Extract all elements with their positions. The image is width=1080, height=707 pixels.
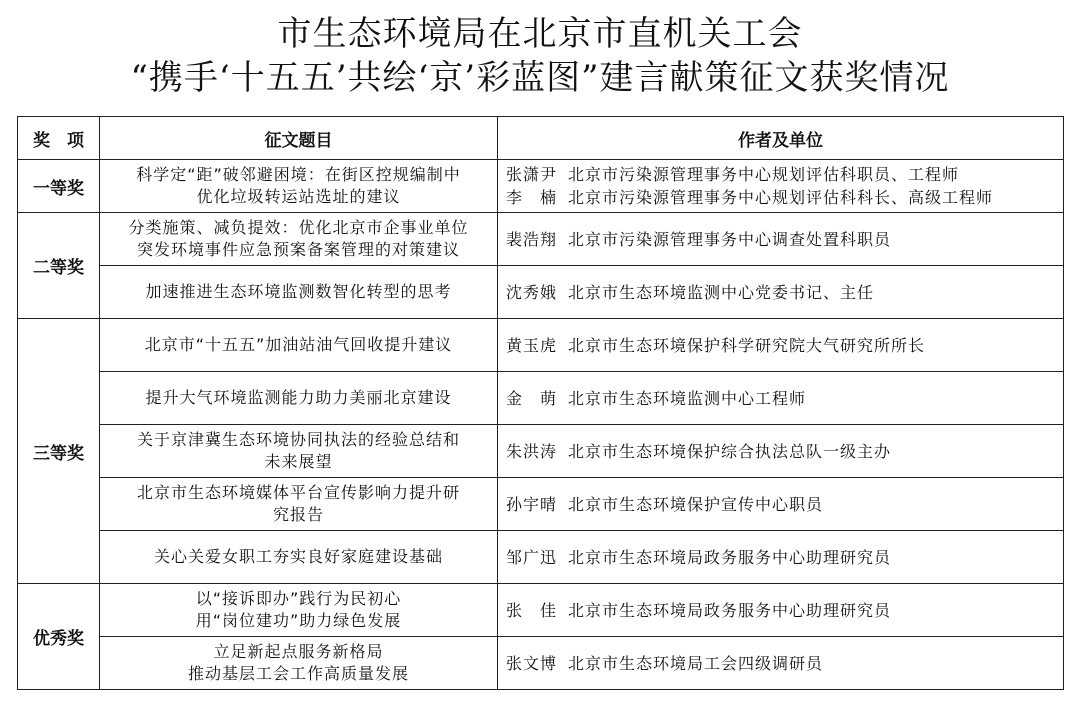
author-unit: 北京市生态环境保护宣传中心职员 — [568, 494, 824, 514]
author-cell — [498, 319, 1064, 372]
topic-line: 提升大气环境监测能力助力美丽北京建设 — [145, 388, 452, 407]
topic-cell — [100, 637, 498, 690]
author-unit: 北京市生态环境保护科学研究院大气研究所所长 — [568, 335, 926, 355]
author-unit: 北京市生态环境局政务服务中心助理研究员 — [568, 600, 892, 620]
award-first: 一等奖 — [18, 160, 100, 213]
table-row — [18, 637, 1064, 690]
author-line — [506, 186, 1063, 209]
table-row — [18, 319, 1064, 372]
author-unit: 北京市生态环境保护综合执法总队一级主办 — [568, 441, 892, 461]
author-name: 金 萌 — [506, 388, 558, 408]
topic-line: 用“岗位建功”助力绿色发展 — [195, 611, 402, 630]
author-cell — [498, 478, 1064, 531]
topic-line: 科学定“距”破邻避困境：在街区控规编制中 — [136, 165, 461, 184]
author-cell — [498, 637, 1064, 690]
topic-line: 优化垃圾转运站选址的建议 — [196, 187, 401, 206]
table-row — [18, 372, 1064, 425]
table-row — [18, 478, 1064, 531]
author-name: 张文博 — [506, 653, 558, 673]
table-row — [18, 584, 1064, 637]
topic-cell — [100, 160, 498, 213]
author-line — [506, 163, 1063, 186]
author-unit: 北京市污染源管理事务中心规划评估科职员、工程师 — [568, 165, 960, 184]
author-unit: 北京市生态环境监测中心党委书记、主任 — [568, 282, 875, 302]
author-unit: 北京市生态环境局工会四级调研员 — [568, 653, 824, 673]
author-name: 裴浩翔 — [506, 229, 558, 249]
topic-line: 立足新起点服务新格局 — [213, 642, 384, 661]
author-cell — [498, 266, 1064, 319]
header-topic: 征文题目 — [100, 117, 498, 160]
topic-line: 以“接诉即办”践行为民初心 — [195, 589, 402, 608]
topic-cell — [100, 266, 498, 319]
topic-cell — [100, 531, 498, 584]
topic-cell — [100, 584, 498, 637]
topic-line: 北京市“十五五”加油站油气回收提升建议 — [144, 335, 453, 354]
author-cell — [498, 584, 1064, 637]
topic-line: 关于京津冀生态环境协同执法的经验总结和 — [136, 430, 460, 449]
topic-cell — [100, 478, 498, 531]
award-third: 三等奖 — [18, 319, 100, 584]
author-cell — [498, 372, 1064, 425]
author-cell — [498, 213, 1064, 266]
award-excellent: 优秀奖 — [18, 584, 100, 690]
author-name: 黄玉虎 — [506, 335, 558, 355]
table-row — [18, 531, 1064, 584]
table-header-row — [18, 117, 1064, 160]
author-cell — [498, 531, 1064, 584]
topic-line: 未来展望 — [264, 452, 333, 471]
author-name: 张潇尹 — [506, 165, 558, 184]
author-unit: 北京市污染源管理事务中心调查处置科职员 — [568, 229, 892, 249]
author-name: 沈秀娥 — [506, 282, 558, 302]
header-award: 奖 项 — [18, 117, 100, 160]
header-author: 作者及单位 — [498, 117, 1064, 160]
author-name: 张 佳 — [506, 600, 558, 620]
topic-cell — [100, 213, 498, 266]
page-subtitle: “携手‘十五五’共绘‘京’彩蓝图”建言献策征文获奖情况 — [130, 58, 950, 98]
author-unit: 北京市生态环境监测中心工程师 — [568, 388, 807, 408]
topic-line: 分类施策、减负提效：优化北京市企事业单位 — [128, 218, 469, 237]
topic-line: 推动基层工会工作高质量发展 — [187, 664, 409, 683]
table-row — [18, 266, 1064, 319]
topic-line: 加速推进生态环境监测数智化转型的思考 — [145, 282, 452, 301]
author-unit: 北京市污染源管理事务中心规划评估科科长、高级工程师 — [568, 188, 994, 207]
author-name: 朱洪涛 — [506, 441, 558, 461]
topic-cell — [100, 425, 498, 478]
topic-cell — [100, 319, 498, 372]
table-row — [18, 213, 1064, 266]
author-cell — [498, 425, 1064, 478]
page-title: 市生态环境局在北京市直机关工会 — [277, 14, 803, 54]
author-cell — [498, 160, 1064, 213]
award-second: 二等奖 — [18, 213, 100, 319]
author-unit: 北京市生态环境局政务服务中心助理研究员 — [568, 547, 892, 567]
author-name: 孙宇晴 — [506, 494, 558, 514]
topic-cell — [100, 372, 498, 425]
topic-line: 究报告 — [272, 505, 324, 524]
topic-line: 突发环境事件应急预案备案管理的对策建议 — [136, 240, 460, 259]
topic-line: 关心关爱女职工夯实良好家庭建设基础 — [153, 547, 443, 566]
author-name: 李 楠 — [506, 188, 558, 207]
awards-table — [17, 116, 1064, 690]
table-row — [18, 160, 1064, 213]
table-row — [18, 425, 1064, 478]
topic-line: 北京市生态环境媒体平台宣传影响力提升研 — [136, 483, 460, 502]
author-name: 邹广迅 — [506, 547, 558, 567]
